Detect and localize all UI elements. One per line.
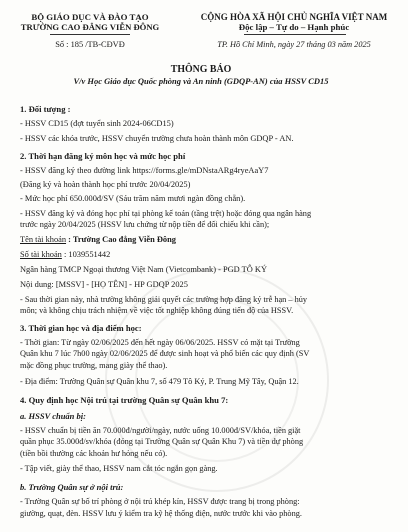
section-4a-line-2: quần phục 35.000đ/sv/khóa (đóng tại Trường Quân sự Quân Khu 7) và tiền dự phòng [20,437,304,446]
account-name-label: Tên tài khoản [20,235,67,244]
national-motto: Độc lập – Tự do – Hạnh phúc [238,22,350,32]
ministry-name: BỘ GIÁO DỤC VÀ ĐÀO TẠO [31,12,149,22]
header-divider-right [244,34,346,35]
header-divider-left [50,34,130,35]
section-2-line-3: - Mức học phí 650.000đ/SV (Sáu trăm năm mươi ngàn đồng chẵn). [20,194,246,203]
notice-subtitle: V/v Học Giáo dục Quốc phòng và An ninh (GDQP-AN) của HSSV CD15 [73,76,329,86]
transfer-content: Nội dung: [MSSV] - [HỌ TÊN] - HP GDQP 2025 [20,280,188,289]
section-2-line-4: - HSSV đăng ký và đóng học phí tại phòng kế toán (tầng trệt) hoặc đóng qua ngân hàng [20,209,312,218]
account-number-row [20,250,110,259]
section-4a-heading: a. HSSV chuẩn bị: [20,411,86,421]
notice-title: THÔNG BÁO [170,64,232,75]
section-4-heading: 4. Quy định học Nội trú tại trường Quân sự Quân khu 7: [20,395,229,405]
section-2-line-6: - Sau thời gian này, nhà trường không giải quyết các trường hợp đăng ký trễ hạn – hủy [20,295,308,304]
bank-name: Ngân hàng TMCP Ngoại thương Việt Nam (Vietcombank) - PGD TÔ KÝ [20,265,268,274]
section-3-line-4: - Địa điểm: Trường Quân sự Quân khu 7, số 479 Tô Ký, P. Trung Mỹ Tây, Quận 12. [20,377,299,386]
document-date: TP. Hồ Chí Minh, ngày 27 tháng 03 năm 2025 [217,40,371,49]
school-name: TRƯỜNG CAO ĐẲNG VIỄN ĐÔNG [20,22,160,32]
account-number-value: : 1039551442 [61,250,111,259]
section-4a-line-1: - HSSV chuẩn bị tiền ăn 70.000đ/người/ngày, nước uống 10.000đ/SV/khóa, tiền giặt [20,426,301,435]
section-4b-line-1: - Trường Quân sự bố trí phòng ở nội trú khép kín, HSSV được trang bị trong phòng: [20,497,300,506]
section-1-line-1: - HSSV CD15 (đợt tuyển sinh 2024-06CD15) [20,119,174,128]
section-3-heading: 3. Thời gian học và địa điểm học: [20,323,142,333]
section-4a-line-3: (tiền bồi thường các khoản hư hỏng nếu có). [20,449,168,458]
section-4b-line-2: giường, quạt, đèn. HSSV lưu ý kiểm tra kỹ hệ thống điện, nước trước khi vào phòng. [20,509,302,518]
registration-link-line[interactable]: - HSSV đăng ký theo đường link https://forms.gle/mDNstaARg4ryeAaY7 [20,166,269,175]
section-4b-heading: b. Trường Quân sự ở nội trú: [20,482,124,492]
account-number-label: Số tài khoản [20,250,62,259]
section-2-line-2: (Đăng ký và hoàn thành học phí trước 20/04/2025) [20,180,191,189]
section-4a-line-4: - Tập viết, giày thể thao, HSSV nam cắt tóc ngắn gọn gàng. [20,464,218,473]
section-1-heading: 1. Đối tượng : [20,104,71,114]
section-2-heading: 2. Thời hạn đăng ký môn học và mức học phí [20,151,186,161]
section-3-line-3: mặc đồng phục trường, mang giày thể thao). [20,361,168,370]
account-name-row [20,235,176,244]
section-2-line-5: trước ngày 20/04/2025 (HSSV lưu chứng từ nộp tiền để đối chiếu khi cần); [20,220,270,229]
section-3-line-1: - Thời gian: Từ ngày 02/06/2025 đến hết ngày 06/06/2025. HSSV có mặt tại Trường [20,338,300,347]
section-2-line-7: môn; và không chịu trách nhiệm về việc tốt nghiệp không đúng tiến độ của HSSV. [20,306,294,315]
nation-name: CỘNG HÒA XÃ HỘI CHỦ NGHĨA VIỆT NAM [200,12,388,22]
section-1-line-2: - HSSV các khóa trước, HSSV chuyển trường chưa hoàn thành môn GDQP - AN. [20,134,294,143]
document-number: Số : 185 /TB-CĐVĐ [55,40,125,49]
account-name-value: : Trường Cao đẳng Viễn Đông [66,235,176,244]
section-3-line-2: Quân khu 7 lúc 7h00 ngày 02/06/2025 để được sinh hoạt và phổ biến các quy định (SV [20,349,310,358]
